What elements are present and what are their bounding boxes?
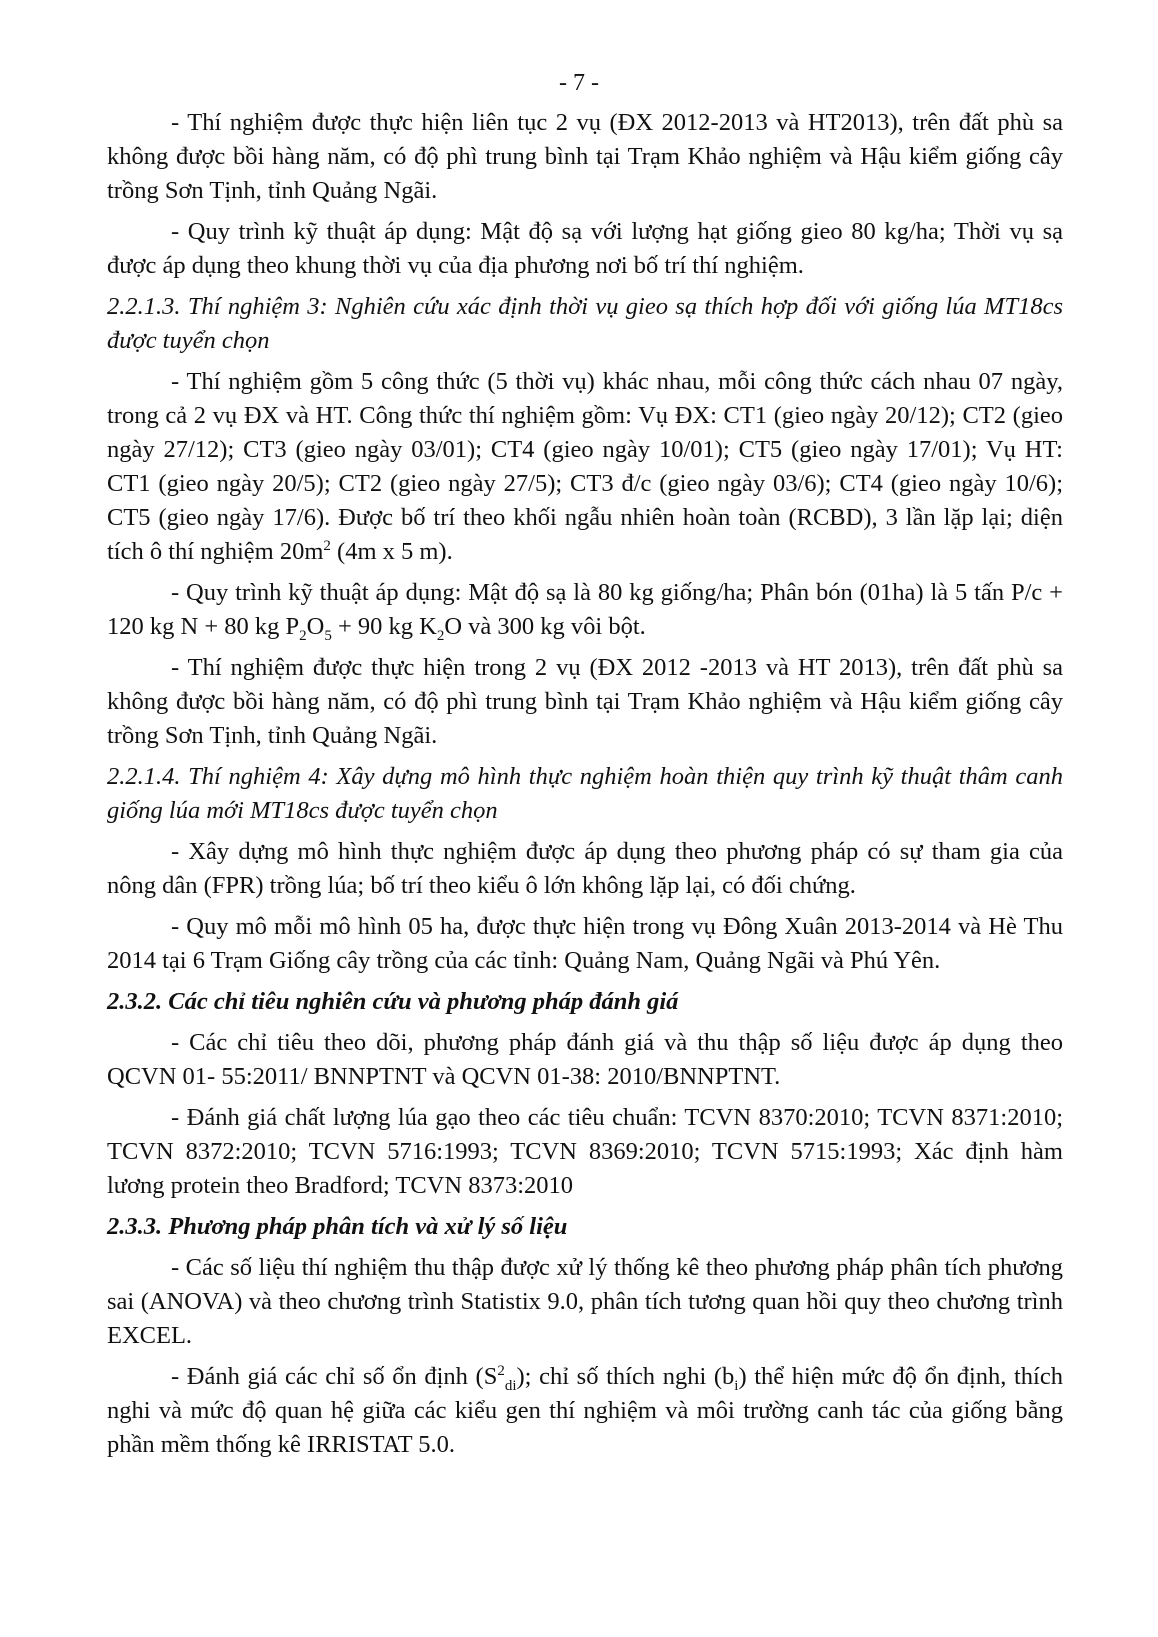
paragraph-experiment-3-location: - Thí nghiệm được thực hiện trong 2 vụ (ĐX 2012 -2013 và HT 2013), trên đất phù sa không được bồi hàng năm, có độ phì trung bình tại Trạm Khảo nghiệm và Hậu kiểm giống cây trồng Sơn Tịnh, tỉnh Quảng Ngãi. (107, 654, 1063, 749)
paragraph-experiment-location: - Thí nghiệm được thực hiện liên tục 2 vụ (ĐX 2012-2013 và HT2013), trên đất phù sa không được bồi hàng năm, có độ phì trung bình tại Trạm Khảo nghiệm và Hậu kiểm giống cây trồng Sơn Tịnh, tỉnh Quảng Ngãi. (107, 109, 1063, 204)
heading-experiment-4: 2.2.1.4. Thí nghiệm 4: Xây dựng mô hình thực nghiệm hoàn thiện quy trình kỹ thuật thâm canh giống lúa mới MT18cs được tuyển chọn (107, 763, 1063, 824)
paragraph-model-scale: - Quy mô mỗi mô hình 05 ha, được thực hiện trong vụ Đông Xuân 2013-2014 và Hè Thu 2014 tại 6 Trạm Giống cây trồng của các tỉnh: Quảng Nam, Quảng Ngãi và Phú Yên. (107, 913, 1063, 974)
paragraph-technical-procedure: - Quy trình kỹ thuật áp dụng: Mật độ sạ với lượng hạt giống gieo 80 kg/ha; Thời vụ sạ được áp dụng theo khung thời vụ của địa phương nơi bố trí thí nghiệm. (107, 218, 1063, 279)
paragraph-experiment-3-design: - Thí nghiệm gồm 5 công thức (5 thời vụ) khác nhau, mỗi công thức cách nhau 07 ngày, trong cả 2 vụ ĐX và HT. Công thức thí nghiệm gồm: Vụ ĐX: CT1 (gieo ngày 20/12); CT2 (gieo ngày 27/12); CT3 (gieo ngày 03/01); CT4 (gieo ngày 10/01); CT5 (gieo ngày 17/01); Vụ HT: CT1 (gieo ngày 20/5); CT2 (gieo ngày 27/5); CT3 đ/c (gieo ngày 03/6); CT4 (gieo ngày 10/6); CT5 (gieo ngày 17/6). Được bố trí theo khối ngẫu nhiên hoàn toàn (RCBD), 3 lần lặp lại; diện tích ô thí nghiệm $20m^2$ (4m x 5 m). (107, 368, 1063, 565)
paragraph-statistics: - Các số liệu thí nghiệm thu thập được xử lý thống kê theo phương pháp phân tích phương sai (ANOVA) và theo chương trình Statistix 9.0, phân tích tương quan hồi quy theo chương trình EXCEL. (107, 1254, 1063, 1349)
paragraph-indicators: - Các chỉ tiêu theo dõi, phương pháp đánh giá và thu thập số liệu được áp dụng theo QCVN 01- 55:2011/ BNNPTNT và QCVN 01-38: 2010/BNNPTNT. (107, 1029, 1063, 1090)
heading-section-2-3-3: 2.3.3. Phương pháp phân tích và xử lý số liệu (107, 1213, 568, 1240)
heading-experiment-3: 2.2.1.3. Thí nghiệm 3: Nghiên cứu xác định thời vụ gieo sạ thích hợp đối với giống lúa MT18cs được tuyển chọn (107, 293, 1063, 354)
paragraph-model-building: - Xây dựng mô hình thực nghiệm được áp dụng theo phương pháp có sự tham gia của nông dân (FPR) trồng lúa; bố trí theo kiểu ô lớn không lặp lại, có đối chứng. (107, 838, 1063, 899)
paragraph-fertilizer-procedure: - Quy trình kỹ thuật áp dụng: Mật độ sạ là 80 kg giống/ha; Phân bón (01ha) là 5 tấn P/c + 120 kg N + 80 kg $P_2O_5 + 90$ kg $K_2O$ và 300 kg vôi bột. (107, 579, 1063, 644)
page-number: - 7 - (559, 70, 599, 96)
document-body (107, 106, 1063, 1469)
heading-section-2-3-2: 2.3.2. Các chỉ tiêu nghiên cứu và phương pháp đánh giá (107, 988, 679, 1015)
paragraph-stability-indices: - Đánh giá các chỉ số ổn định $(S^2_{di})$; chỉ số thích nghi $(b_i)$ thể hiện mức độ ổn định, thích nghi và mức độ quan hệ giữa các kiểu gen thí nghiệm và môi trường canh tác của giống bằng phần mềm thống kê IRRISTAT 5.0. (107, 1362, 1063, 1458)
paragraph-quality-standards: - Đánh giá chất lượng lúa gạo theo các tiêu chuẩn: TCVN 8370:2010; TCVN 8371:2010; TCVN 8372:2010; TCVN 5716:1993; TCVN 8369:2010; TCVN 5715:1993; Xác định hàm lương protein theo Bradford; TCVN 8373:2010 (107, 1104, 1063, 1199)
